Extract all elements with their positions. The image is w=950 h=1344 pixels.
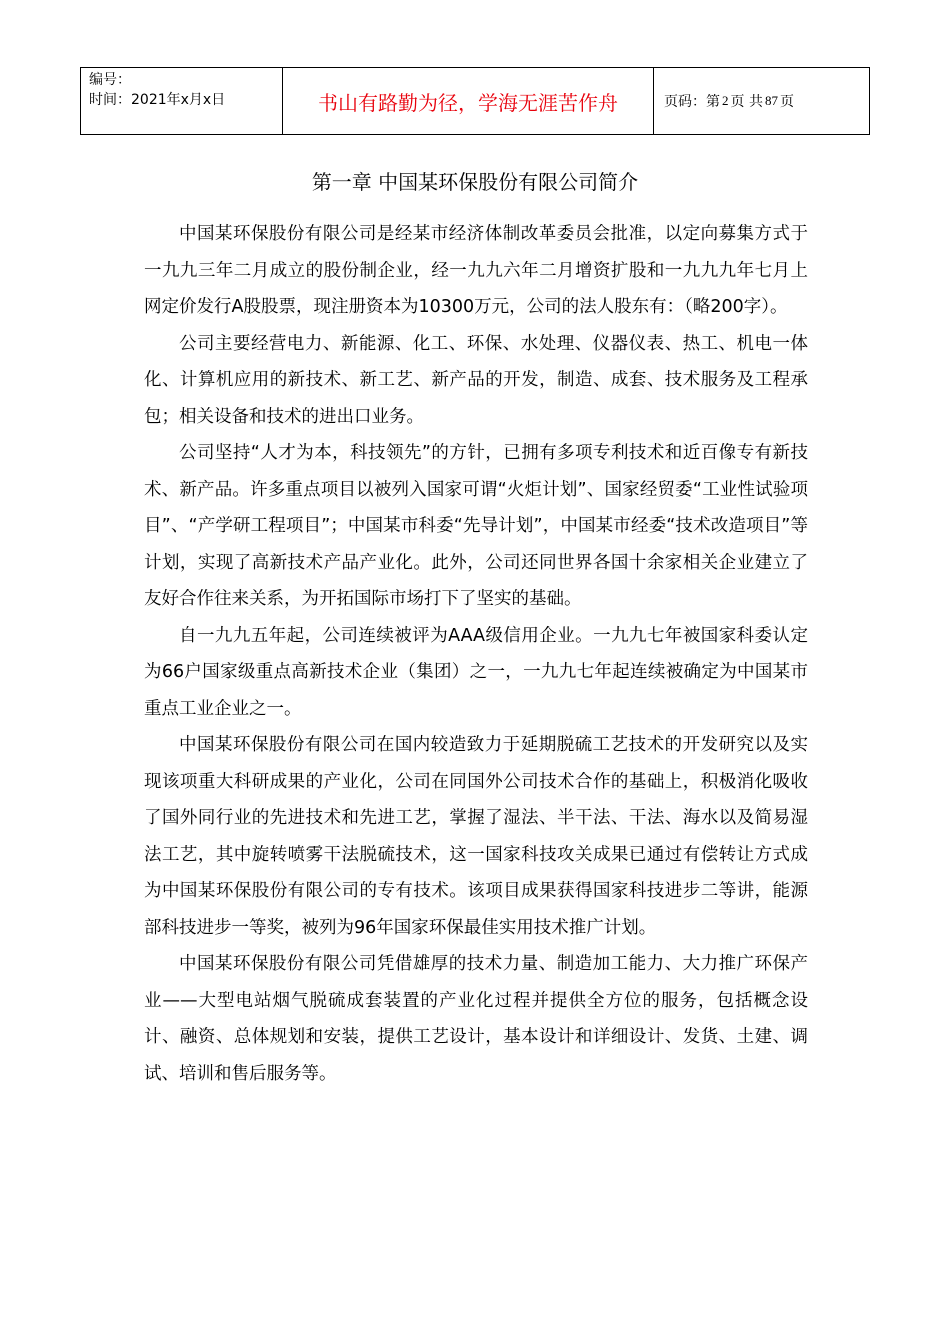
paragraph: 公司坚持“人才为本，科技领先”的方针，已拥有多项专利技术和近百像专有新技术、新产品。许多重点项目以被列入国家可谓“火炬计划”、国家经贸委“工业性试验项目”、“产学研工程项目”；中国某市科委“先导计划”，中国某市经委“技术改造项目”等计划，实现了高新技术产品产业化。此外，公司还同世界各国十余家相关企业建立了友好合作往来关系，为开拓国际市场打下了坚实的基础。 [144, 443, 808, 609]
document-body [144, 216, 808, 1092]
page-suffix: 页 [779, 94, 794, 110]
paragraph: 中国某环保股份有限公司凭借雄厚的技术力量、制造加工能力、大力推广环保产业——大型电站烟气脱硫成套装置的产业化过程并提供全方位的服务，包括概念设计、融资、总体规划和安装，提供工艺设计，基本设计和详细设计、发货、土建、调试、培训和售后服务等。 [144, 954, 808, 1084]
document-time: 时间：2021年x月x日 [89, 92, 226, 108]
header-motto-cell [283, 68, 654, 134]
paragraph: 公司主要经营电力、新能源、化工、环保、水处理、仪器仪表、热工、机电一体化、计算机应用的新技术、新工艺、新产品的开发，制造、成套、技术服务及工程承包；相关设备和技术的进出口业务。 [144, 333, 808, 427]
paragraph: 中国某环保股份有限公司在国内较造致力于延期脱硫工艺技术的开发研究以及实现该项重大科研成果的产业化，公司在同国外公司技术合作的基础上，积极消化吸收了国外同行业的先进技术和先进工艺，掌握了湿法、半干法、干法、海水以及简易湿法工艺，其中旋转喷雾干法脱硫技术，这一国家科技攻关成果已通过有偿转让方式成为中国某环保股份有限公司的专有技术。该项目成果获得国家科技进步二等讲，能源部科技进步一等奖，被列为96年国家环保最佳实用技术推广计划。 [144, 735, 808, 938]
header-info-cell [81, 68, 283, 134]
document-number-label: 编号： [89, 72, 131, 88]
page-total: 87 [764, 93, 778, 108]
page-current: 2 [722, 93, 729, 108]
page-mid: 页 共 [730, 94, 763, 110]
header-table [80, 67, 870, 135]
motto-text: 书山有路勤为径，学海无涯苦作舟 [318, 90, 618, 115]
page-number-cell [654, 68, 869, 134]
page-prefix: 页码：第 [664, 94, 720, 110]
paragraph: 自一九九五年起，公司连续被评为AAA级信用企业。一九九七年被国家科委认定为66户国家级重点高新技术企业（集团）之一，一九九七年起连续被确定为中国某市重点工业企业之一。 [144, 625, 808, 719]
chapter-title: 第一章 中国某环保股份有限公司简介 [311, 170, 639, 194]
paragraph: 中国某环保股份有限公司是经某市经济体制改革委员会批准，以定向募集方式于一九九三年二月成立的股份制企业，经一九九六年二月增资扩股和一九九九年七月上网定价发行A股股票，现注册资本为10300万元，公司的法人股东有：（略200字）。 [144, 224, 808, 317]
